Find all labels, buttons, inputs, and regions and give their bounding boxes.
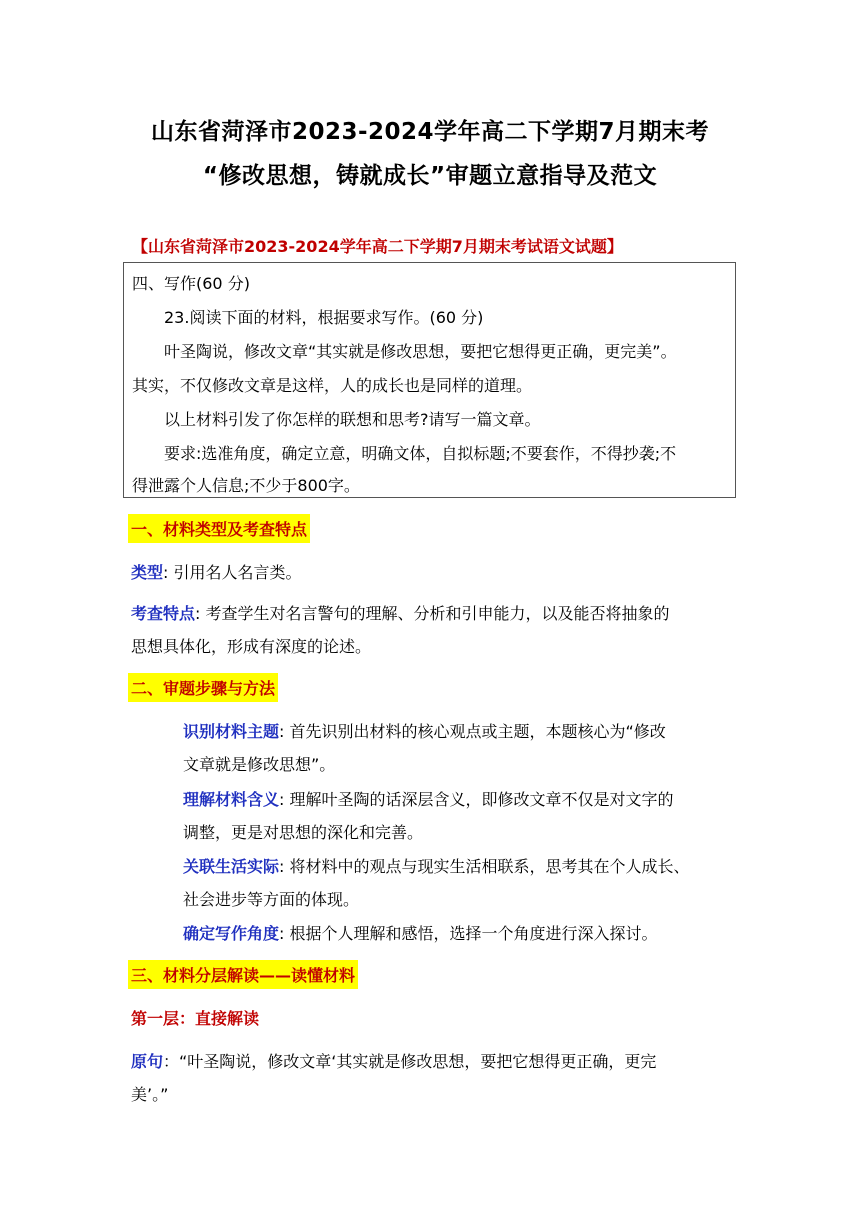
- original-text-1: ：“叶圣陶说，修改文章‘其实就是修改思想，要把它想得更正确，更完: [163, 1052, 657, 1071]
- step-2-line-1: [183, 787, 674, 810]
- type-text: : 引用名人名言类。: [163, 563, 302, 582]
- type-label: 类型: [131, 563, 164, 582]
- question-instruction: 23.阅读下面的材料，根据要求写作。(60 分): [164, 308, 484, 327]
- type-line: [131, 560, 302, 583]
- requirements-line-1: 要求:选准角度，确定立意，明确文体，自拟标题;不要套作，不得抄袭;不: [164, 444, 677, 463]
- section-1-heading: 一、材料类型及考查特点: [128, 514, 310, 543]
- step-2-text: : 理解叶圣陶的话深层含义，即修改文章不仅是对文字的: [279, 790, 674, 809]
- question-box: [123, 262, 736, 498]
- material-line-1: 叶圣陶说，修改文章“其实就是修改思想，要把它想得更正确，更完美”。: [164, 342, 677, 361]
- feature-line-1: [131, 601, 670, 624]
- question-prompt: 以上材料引发了你怎样的联想和思考?请写一篇文章。: [164, 410, 541, 429]
- step-3-line-1: [183, 854, 690, 877]
- feature-line-2: 思想具体化，形成有深度的论述。: [131, 637, 372, 656]
- section-3-heading: 三、材料分层解读——读懂材料: [128, 960, 358, 989]
- step-3-text: : 将材料中的观点与现实生活相联系，思考其在个人成长、: [279, 857, 690, 876]
- feature-label: 考查特点: [131, 604, 196, 623]
- step-1-line-2: 文章就是修改思想”。: [183, 755, 336, 774]
- step-3-label: 关联生活实际: [183, 857, 280, 876]
- requirements-line-2: 得泄露个人信息;不少于800字。: [132, 476, 360, 495]
- step-4-label: 确定写作角度: [183, 924, 280, 943]
- document-title-line-1: 山东省菏泽市2023-2024学年高二下学期7月期末考: [150, 119, 710, 145]
- layer-1-heading: 第一层：直接解读: [131, 1009, 260, 1028]
- original-sentence-line-1: [131, 1049, 656, 1072]
- step-4-line-1: [183, 921, 658, 944]
- original-label: 原句: [131, 1052, 164, 1071]
- step-2-label: 理解材料含义: [183, 790, 280, 809]
- exam-source: 【山东省菏泽市2023-2024学年高二下学期7月期末考试语文试题】: [132, 237, 623, 256]
- step-1-label: 识别材料主题: [183, 722, 280, 741]
- section-2-heading: 二、审题步骤与方法: [128, 673, 278, 702]
- step-4-text: : 根据个人理解和感悟，选择一个角度进行深入探讨。: [279, 924, 658, 943]
- feature-text-1: : 考查学生对名言警句的理解、分析和引申能力，以及能否将抽象的: [195, 604, 670, 623]
- material-line-2: 其实，不仅修改文章是这样，人的成长也是同样的道理。: [132, 376, 533, 395]
- original-sentence-line-2: 美’。”: [131, 1085, 169, 1104]
- question-heading: 四、写作(60 分): [132, 274, 250, 293]
- step-3-line-2: 社会进步等方面的体现。: [183, 890, 360, 909]
- step-2-line-2: 调整，更是对思想的深化和完善。: [183, 823, 424, 842]
- step-1-text: : 首先识别出材料的核心观点或主题，本题核心为“修改: [279, 722, 666, 741]
- document-title-line-2: “修改思想，铸就成长”审题立意指导及范文: [202, 163, 658, 189]
- step-1-line-1: [183, 719, 666, 742]
